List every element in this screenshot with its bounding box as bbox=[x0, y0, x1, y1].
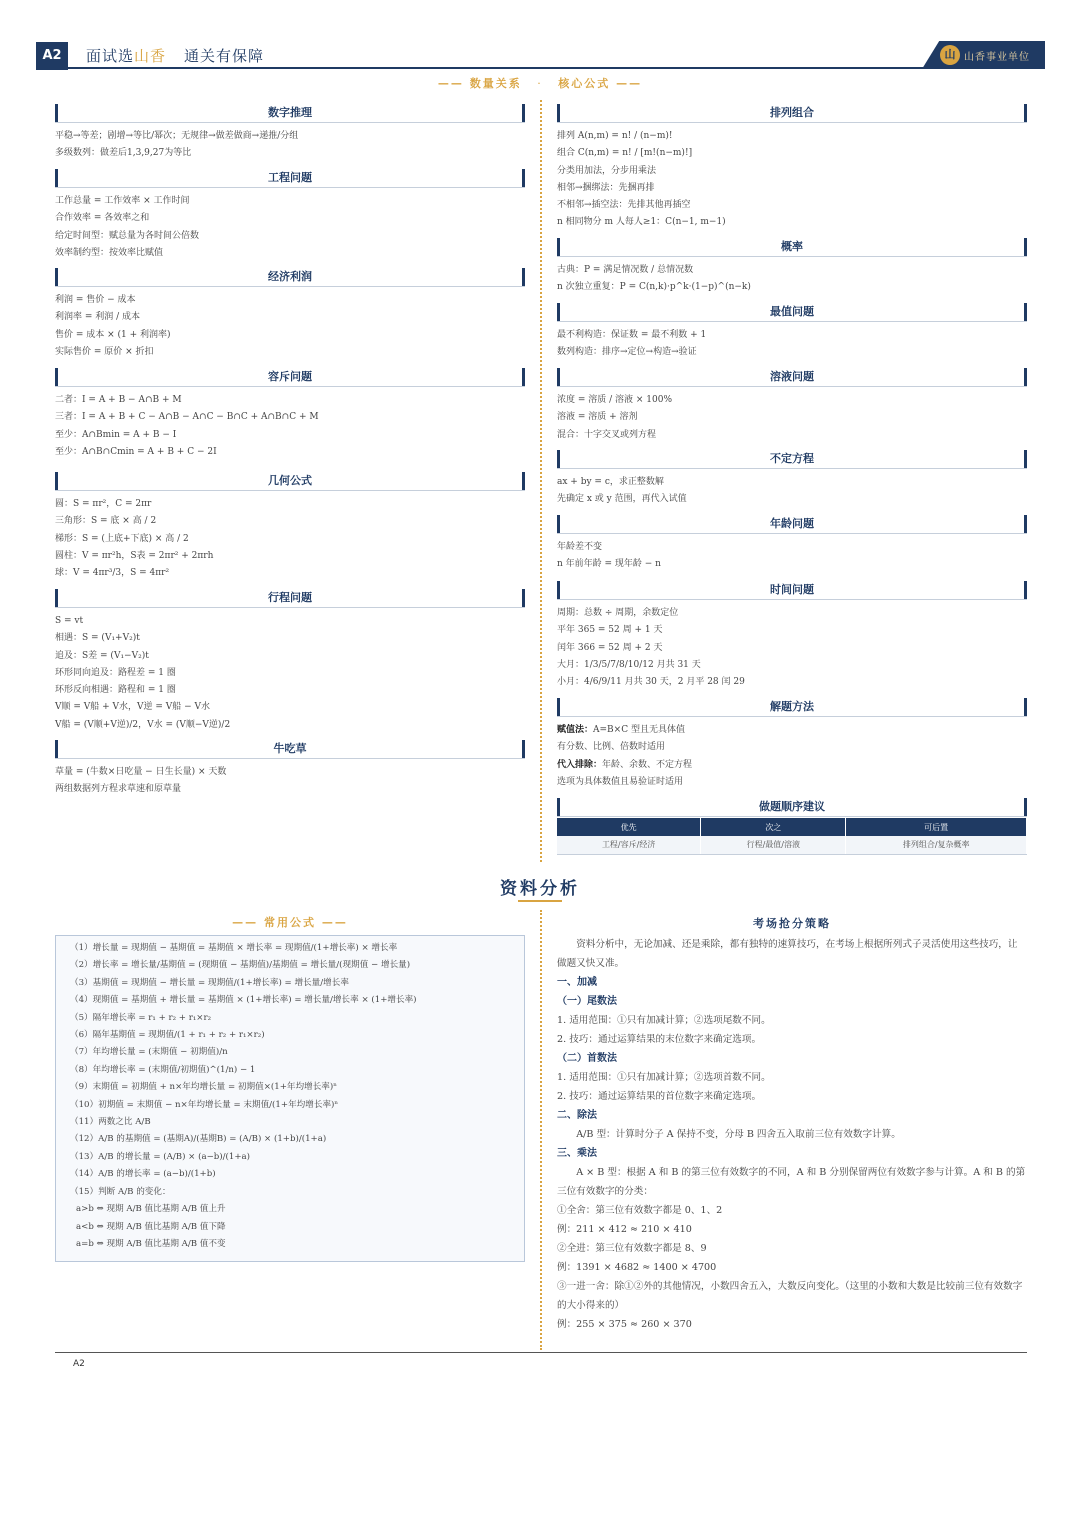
header-slogan bbox=[86, 45, 264, 66]
box-head bbox=[557, 798, 1027, 816]
order-header: 次之 bbox=[701, 818, 846, 836]
formula-line: （7）年均增长量 = (末期值 − 初期值)/n bbox=[70, 1047, 228, 1058]
box-line: 两组数据列方程求草速和原草量 bbox=[55, 784, 182, 795]
box-line: ax + by = c，求正整数解 bbox=[557, 477, 664, 487]
box-line: 三角形：S = 底 × 高 / 2 bbox=[55, 516, 157, 527]
order-cell: 行程/最值/溶液 bbox=[701, 836, 846, 854]
box-line: 至少：A∩Bmin = A + B − I bbox=[55, 429, 177, 440]
box-line: n 年前年龄 = 现年龄 − n bbox=[557, 559, 661, 570]
box-title: 经济利润 bbox=[268, 270, 312, 283]
box-right-1 bbox=[557, 238, 1027, 297]
box-line: 环形同向追及：路程差 = 1 圈 bbox=[55, 667, 176, 678]
strategy-heading-2: 二、除法 bbox=[557, 1110, 597, 1121]
box-right-5 bbox=[557, 515, 1027, 574]
formula-line: （13）A/B 的增长量 = (A/B) × (a−b)/(1+a) bbox=[70, 1151, 251, 1162]
order-table bbox=[557, 818, 1027, 855]
box-head bbox=[55, 104, 525, 122]
strategy-line: A/B 型：计算时分子 A 保持不变，分母 B 四舍五入取前三位有效数字计算。 bbox=[576, 1129, 901, 1140]
page-tab: A2 bbox=[36, 42, 68, 70]
strategy-line: 2. 技巧：通过运算结果的首位数字来确定选项。 bbox=[557, 1091, 762, 1102]
header-rule bbox=[36, 67, 926, 69]
box-head bbox=[557, 303, 1027, 321]
box-line: 相遇：S = (V₁+V₂)t bbox=[55, 633, 140, 644]
formula-line: （1）增长量 = 现期值 − 基期值 = 基期值 × 增长率 = 现期值/(1+增长率) × 增长率 bbox=[70, 943, 398, 953]
box-title: 不定方程 bbox=[770, 452, 814, 465]
box-line: S = vt bbox=[55, 616, 84, 626]
box-line: 追及：S差 = (V₁−V₂)t bbox=[55, 650, 149, 661]
strategy-line: 例：1391 × 4682 ≈ 1400 × 4700 bbox=[557, 1262, 717, 1273]
slogan-part-b: 通关有保障 bbox=[184, 47, 265, 65]
box-head bbox=[55, 368, 525, 386]
formula-line: （3）基期值 = 现期值 − 增长量 = 现期值/(1+增长率) = 增长量/增长率 bbox=[70, 977, 349, 988]
box-title: 容斥问题 bbox=[268, 370, 312, 383]
box-line: 效率制约型：按效率比赋值 bbox=[55, 247, 164, 258]
box-head bbox=[55, 740, 525, 758]
box-right-3 bbox=[557, 368, 1027, 444]
box-line: 有分数、比例、倍数时适用 bbox=[557, 742, 666, 753]
strategy-line: 1. 适用范围：①只有加减计算；②选项首数不同。 bbox=[557, 1072, 771, 1083]
box-title: 时间问题 bbox=[770, 583, 814, 596]
box-left-3 bbox=[55, 368, 525, 461]
box-head bbox=[55, 472, 525, 490]
box-line: n 相同物分 m 人每人≥1：C(n−1, m−1) bbox=[557, 217, 726, 228]
column-divider-top bbox=[540, 100, 542, 862]
box-line: 组合 C(n,m) = n! / [m!(n−m)!] bbox=[557, 148, 693, 159]
box-title: 工程问题 bbox=[268, 171, 312, 184]
box-title: 牛吃草 bbox=[273, 742, 307, 755]
formula-subline: a<b ⇔ 现期 A/B 值比基期 A/B 值下降 bbox=[76, 1221, 226, 1232]
box-head bbox=[557, 581, 1027, 599]
formula-line: （8）年均增长率 = (末期值/初期值)^(1/n) − 1 bbox=[70, 1064, 256, 1075]
box-title: 排列组合 bbox=[770, 106, 814, 119]
box-right-6 bbox=[557, 581, 1027, 691]
box-line: 分类用加法，分步用乘法 bbox=[557, 165, 657, 176]
formula-subline: a=b ⇔ 现期 A/B 值比基期 A/B 值不变 bbox=[76, 1238, 226, 1249]
order-header: 可后置 bbox=[846, 818, 1027, 836]
box-line: 周期：总数 ÷ 周期，余数定位 bbox=[557, 608, 679, 618]
box-line: 三者：I = A + B + C − A∩B − A∩C − B∩C + A∩B∩C + M bbox=[55, 412, 319, 423]
box-line: 合作效率 = 各效率之和 bbox=[55, 213, 150, 224]
box-line: 年龄差不变 bbox=[557, 542, 603, 552]
box-line: 小月：4/6/9/11 月共 30 天，2 月平 28 闰 29 bbox=[557, 677, 745, 688]
box-line: 相邻→捆绑法：先捆再排 bbox=[557, 182, 655, 193]
box-line: 圆：S = πr²，C = 2πr bbox=[55, 499, 152, 509]
box-title: 行程问题 bbox=[268, 591, 312, 604]
box-left-1 bbox=[55, 169, 525, 262]
box-line: 售价 = 成本 × (1 + 利润率) bbox=[55, 329, 171, 340]
order-cell: 工程/容斥/经济 bbox=[557, 836, 701, 854]
box-line: 平年 365 = 52 周 + 1 天 bbox=[557, 625, 663, 636]
box-line: 选项为具体数值且易验证时适用 bbox=[557, 776, 684, 787]
box-head bbox=[557, 104, 1027, 122]
box-line: 赋值法：A=B×C 型且无具体值 bbox=[557, 725, 685, 735]
column-divider-bottom bbox=[540, 910, 542, 1350]
box-line: V船 = (V顺+V逆)/2，V水 = (V顺−V逆)/2 bbox=[55, 719, 231, 730]
box-line: 多级数列：做差后1,3,9,27为等比 bbox=[55, 148, 192, 159]
brand-name: 山香事业单位 bbox=[964, 52, 1030, 63]
strategy-line: A × B 型：根据 A 和 B 的第三位有效数字的不同，A 和 B 分别保留两位有效数字参与计算。A 和 B 的第三位有效数字的分类： bbox=[557, 1167, 1026, 1197]
strategy-intro: 资料分析中，无论加减、还是乘除，都有独特的速算技巧，在考场上根据所列式子灵活使用这些技巧，让做题又快又准。 bbox=[557, 939, 1018, 969]
box-line: 最不利构造：保证数 = 最不利数 + 1 bbox=[557, 330, 707, 340]
formula-line: （15）判断 A/B 的变化： bbox=[70, 1186, 171, 1197]
box-title: 最值问题 bbox=[770, 305, 814, 318]
box-line: 圆柱：V = πr²h，S表 = 2πr² + 2πrh bbox=[55, 550, 214, 561]
box-line: 混合：十字交叉或列方程 bbox=[557, 429, 657, 440]
box-line: 给定时间型：赋总量为各时间公倍数 bbox=[55, 230, 200, 241]
box-title: 年龄问题 bbox=[770, 517, 814, 530]
box-line: 梯形：S = (上底+下底) × 高 / 2 bbox=[55, 533, 189, 544]
formula-line: （14）A/B 的增长率 = (a−b)/(1+b) bbox=[70, 1169, 216, 1180]
order-header: 优先 bbox=[557, 818, 701, 836]
strategy-line: ③一进一舍：除①②外的其他情况，小数四舍五入，大数反向变化。（这里的小数和大数是比较前三位有效数字的大小得来的） bbox=[557, 1281, 1023, 1311]
box-head bbox=[557, 515, 1027, 533]
strategy-line: 例：255 × 375 ≈ 260 × 370 bbox=[557, 1319, 692, 1330]
formula-line: （10）初期值 = 末期值 − n×年均增长量 = 末期值/(1+年均增长率)ⁿ bbox=[70, 1099, 339, 1110]
strategy-heading: 考场抢分策略 bbox=[753, 917, 831, 930]
box-left-4 bbox=[55, 472, 525, 582]
formula-box bbox=[55, 935, 525, 1262]
box-title: 几何公式 bbox=[268, 474, 312, 487]
box-right-4 bbox=[557, 450, 1027, 509]
box-title: 概率 bbox=[781, 240, 803, 253]
formula-line: （12）A/B 的基期值 = (基期A)/(基期B) = (A/B) × (1+b)/(1+a) bbox=[70, 1134, 327, 1145]
box-line: n 次独立重复：P = C(n,k)·p^k·(1−p)^(n−k) bbox=[557, 282, 751, 293]
strategy-line: ①全舍：第三位有效数字都是 0、1、2 bbox=[557, 1205, 723, 1216]
formula-line: （9）末期值 = 初期值 + n×年均增长量 = 初期值×(1+年均增长率)ⁿ bbox=[70, 1082, 337, 1093]
box-line: 平稳→等差；剧增→等比/幂次；无规律→做差做商→递推/分组 bbox=[55, 131, 299, 141]
box-line: 大月：1/3/5/7/8/10/12 月共 31 天 bbox=[557, 659, 701, 670]
box-line: 代入排除：年龄、余数、不定方程 bbox=[557, 759, 693, 770]
box-line: 排列 A(n,m) = n! / (n−m)! bbox=[557, 131, 673, 141]
slogan-part-a: 面试选 bbox=[86, 47, 135, 65]
box-left-5 bbox=[55, 589, 525, 734]
box-line: 工作总量 = 工作效率 × 工作时间 bbox=[55, 196, 190, 206]
box-left-0 bbox=[55, 104, 525, 163]
box-line: 二者：I = A + B − A∩B + M bbox=[55, 395, 182, 405]
strategy-line: 2. 技巧：通过运算结果的末位数字来确定选项。 bbox=[557, 1034, 762, 1045]
box-line: 闰年 366 = 52 周 + 2 天 bbox=[557, 642, 663, 653]
box-line: 实际售价 = 原价 × 折扣 bbox=[55, 346, 154, 357]
box-line: 利润 = 售价 − 成本 bbox=[55, 295, 136, 305]
data-analysis-title: 资料分析 bbox=[500, 879, 580, 899]
box-line: 溶液 = 溶质 + 溶剂 bbox=[557, 412, 638, 423]
order-cell: 排列组合/复杂概率 bbox=[846, 836, 1027, 854]
section-title-quant bbox=[0, 75, 1080, 91]
strategy-subheading: （一）尾数法 bbox=[557, 996, 617, 1007]
box-line: 草量 = (牛数×日吃量 − 日生长量) × 天数 bbox=[55, 767, 227, 777]
box-line: 不相邻→插空法：先排其他再插空 bbox=[557, 200, 691, 211]
data-analysis-underline bbox=[518, 900, 562, 902]
box-line: 古典：P = 满足情况数 / 总情况数 bbox=[557, 265, 694, 275]
strategy-line: 例：211 × 412 ≈ 210 × 410 bbox=[557, 1224, 692, 1235]
box-title: 做题顺序建议 bbox=[759, 800, 825, 813]
box-head bbox=[557, 698, 1027, 716]
formula-subline: a>b ⇔ 现期 A/B 值比基期 A/B 值上升 bbox=[76, 1204, 226, 1215]
box-line: V顺 = V船 + V水，V逆 = V船 − V水 bbox=[55, 702, 211, 713]
formula-line: （4）现期值 = 基期值 + 增长量 = 基期值 × (1+增长率) = 增长量/增长率 × (1+增长率) bbox=[70, 995, 417, 1006]
box-head bbox=[557, 368, 1027, 386]
section-title-left: —— 数量关系 bbox=[437, 77, 522, 90]
box-line: 数列构造：排序→定位→构造→验证 bbox=[557, 347, 697, 358]
footer-rule bbox=[55, 1352, 1027, 1353]
strategy-line: 1. 适用范围：①只有加减计算；②选项尾数不同。 bbox=[557, 1015, 771, 1026]
box-left-2 bbox=[55, 268, 525, 361]
formula-line: （11）两数之比 A/B bbox=[70, 1117, 151, 1128]
box-line: 先确定 x 或 y 范围，再代入试值 bbox=[557, 494, 687, 505]
box-line: 球：V = 4πr³/3，S = 4πr² bbox=[55, 568, 170, 579]
footer-page-number: A2 bbox=[73, 1359, 85, 1369]
box-head bbox=[557, 450, 1027, 468]
box-left-6 bbox=[55, 740, 525, 799]
box-title: 数字推理 bbox=[268, 106, 312, 119]
strategy-heading-1: 一、加减 bbox=[557, 977, 597, 988]
box-line: 浓度 = 溶质 / 溶液 × 100% bbox=[557, 395, 673, 405]
formula-line: （2）增长率 = 增长量/基期值 = (现期值 − 基期值)/基期值 = 增长量/(现期值 − 增长量) bbox=[70, 960, 411, 971]
strategy-subheading: （二）首数法 bbox=[557, 1053, 617, 1064]
brand-logo-icon: 山 bbox=[940, 45, 960, 65]
box-head bbox=[55, 268, 525, 286]
box-head bbox=[55, 169, 525, 187]
section-title-right: 核心公式 —— bbox=[558, 77, 643, 90]
box-title: 溶液问题 bbox=[770, 370, 814, 383]
section-title-dot: · bbox=[537, 77, 543, 90]
strategy-content bbox=[557, 935, 1027, 1334]
strategy-heading-3: 三、乘法 bbox=[557, 1148, 597, 1159]
box-methods bbox=[557, 698, 1027, 791]
box-line: 至少：A∩B∩Cmin = A + B + C − 2I bbox=[55, 446, 217, 457]
box-right-0 bbox=[557, 104, 1027, 232]
box-head bbox=[55, 589, 525, 607]
box-right-2 bbox=[557, 303, 1027, 362]
formula-heading: —— 常用公式 —— bbox=[232, 916, 348, 929]
box-head bbox=[557, 238, 1027, 256]
slogan-accent: 山香 bbox=[134, 47, 167, 65]
strategy-line: ②全进：第三位有效数字都是 8、9 bbox=[557, 1243, 707, 1254]
box-title: 解题方法 bbox=[770, 700, 814, 713]
formula-line: （6）隔年基期值 = 现期值/(1 + r₁ + r₂ + r₁×r₂) bbox=[70, 1030, 265, 1041]
formula-line: （5）隔年增长率 = r₁ + r₂ + r₁×r₂ bbox=[70, 1012, 212, 1023]
box-line: 利润率 = 利润 / 成本 bbox=[55, 312, 141, 323]
box-line: 环形反向相遇：路程和 = 1 圈 bbox=[55, 685, 176, 696]
